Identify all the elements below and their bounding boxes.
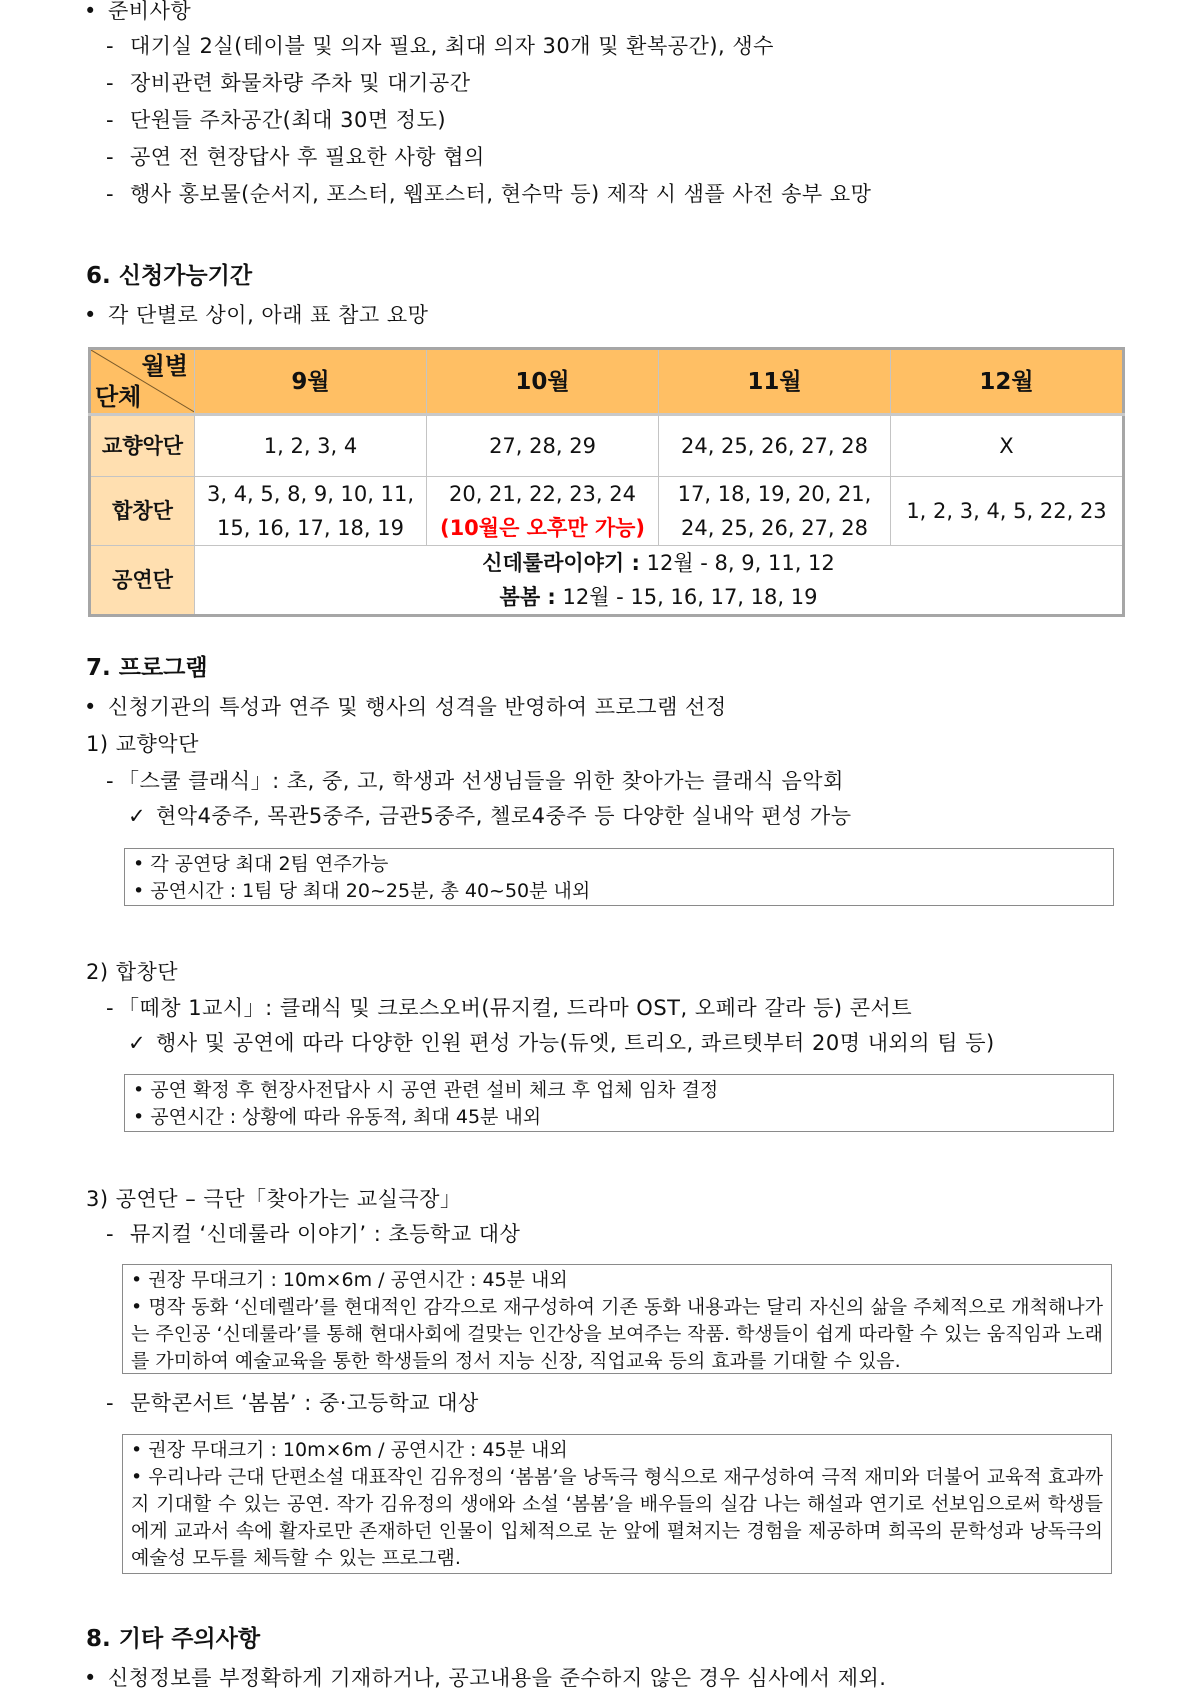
date-cell <box>427 477 659 546</box>
note-item: • 공연 확정 후 현장사전답사 시 공연 관련 설비 체크 후 업체 임차 결정 <box>133 1077 1105 1104</box>
orchestra-program: - 「스쿨 클래식」: 초, 중, 고, 학생과 선생님들을 위한 찾아가는 클래식 음악회 <box>106 769 844 793</box>
section-7-bullet: • 신청기관의 특성과 연주 및 행사의 성격을 반영하여 프로그램 선정 <box>84 692 727 722</box>
orchestra-check <box>128 801 852 831</box>
prep-item: - 장비관련 화물차량 주차 및 대기공간 <box>106 71 471 95</box>
prep-item-text: 공연 전 현장답사 후 필요한 사항 협의 <box>130 145 485 169</box>
schedule-header-row <box>90 349 1124 415</box>
table-row-troupe <box>90 546 1124 616</box>
choir-notes-box <box>124 1074 1114 1132</box>
prep-item-text: 행사 홍보물(순서지, 포스터, 웹포스터, 현수막 등) 제작 시 샘플 사전 송부 요망 <box>130 182 872 206</box>
check-icon: ✓ <box>128 804 147 828</box>
section-6-heading: 6. 신청가능기간 <box>86 263 253 289</box>
month-header: 9월 <box>195 349 427 415</box>
prep-item-text: 대기실 2실(테이블 및 의자 필요, 최대 의자 30개 및 환복공간), 생수 <box>130 34 774 58</box>
afternoon-only-note: (10월은 오후만 가능) <box>439 516 646 540</box>
orchestra-title: 1) 교향악단 <box>86 732 199 756</box>
date-line: 15, 16, 17, 18, 19 <box>216 516 404 540</box>
date-cell <box>659 477 891 546</box>
show-title: 신데룰라이야기 : <box>482 551 640 575</box>
check-icon: ✓ <box>128 1031 147 1055</box>
stage-spec: • 권장 무대크기 : 10m×6m / 공연시간 : 45분 내외 <box>131 1437 1103 1464</box>
section-8-bullet: • 신청정보를 부정확하게 기재하거나, 공고내용을 준수하지 않은 경우 심사에서 제외. <box>84 1663 886 1693</box>
note-item: • 공연시간 : 상황에 따라 유동적, 최대 45분 내외 <box>133 1104 1105 1131</box>
date-cell: X <box>891 415 1124 477</box>
month-header: 11월 <box>659 349 891 415</box>
date-cell: 1, 2, 3, 4 <box>195 415 427 477</box>
prep-item: - 단원들 주차공간(최대 30면 정도) <box>106 108 447 132</box>
concert-description: • 우리나라 근대 단편소설 대표작인 김유정의 ‘봄봄’을 낭독극 형식으로 재구성하여 극적 재미와 더불어 교육적 효과까지 기대할 수 있는 공연. 작가 김유정의 생애와 소설 ‘봄봄’을 배우들의 실감 나는 해설과 연기로 선보임으로써 학생들에게 교과서 속에 활자로만 존재하던 인물이 입체적으로 눈 앞에 펼쳐지는 경험을 제공하며 희곡의 문학성과 낭독극의 예술성 모두를 체득할 수 있는 프로그램. <box>131 1464 1103 1572</box>
note-item: • 공연시간 : 1팀 당 최대 20~25분, 총 40~50분 내외 <box>133 878 1105 905</box>
date-cell: 27, 28, 29 <box>427 415 659 477</box>
section-7-heading: 7. 프로그램 <box>86 655 208 681</box>
prep-item: - 행사 홍보물(순서지, 포스터, 웹포스터, 현수막 등) 제작 시 샘플 사전 송부 요망 <box>106 182 872 206</box>
date-cell: 1, 2, 3, 4, 5, 22, 23 <box>891 477 1124 546</box>
corner-group-label: 단체 <box>95 383 142 411</box>
date-line: 17, 18, 19, 20, 21, <box>677 482 872 506</box>
show-cinderula-dates <box>195 546 1122 580</box>
musical-description: • 명작 동화 ‘신데렐라’를 현대적인 감각으로 재구성하여 기존 동화 내용과는 달리 자신의 삶을 주체적으로 개척해나가는 주인공 ‘신데룰라’를 통해 현대사회에 걸맞는 인간상을 보여주는 작품. 학생들이 쉽게 따라할 수 있는 움직임과 노래를 가미하여 예술교육을 통한 학생들의 정서 지능 신장, 직업교육 등의 효과를 기대할 수 있음. <box>131 1294 1103 1375</box>
corner-month-label: 월별 <box>141 352 188 380</box>
note-item: • 각 공연당 최대 2팀 연주가능 <box>133 851 1105 878</box>
musical-label: - 뮤지컬 ‘신데룰라 이야기’ : 초등학교 대상 <box>106 1222 521 1246</box>
show-bombom-dates <box>195 580 1122 614</box>
row-header: 공연단 <box>90 546 195 616</box>
prep-item: - 공연 전 현장답사 후 필요한 사항 협의 <box>106 145 485 169</box>
date-line: 24, 25, 26, 27, 28 <box>680 516 868 540</box>
check-text: 행사 및 공연에 따라 다양한 인원 편성 가능(듀엣, 트리오, 콰르텟부터 20명 내외의 팀 등) <box>156 1031 995 1055</box>
prep-item: - 대기실 2실(테이블 및 의자 필요, 최대 의자 30개 및 환복공간), 생수 <box>106 34 774 58</box>
date-cell: 24, 25, 26, 27, 28 <box>659 415 891 477</box>
program-text: 「떼창 1교시」: 클래식 및 크로스오버(뮤지컬, 드라마 OST, 오페라 갈라 등) 콘서트 <box>118 996 913 1020</box>
section-6-bullet: • 각 단별로 상이, 아래 표 참고 요망 <box>84 300 428 330</box>
month-header: 10월 <box>427 349 659 415</box>
musical-label-text: 뮤지컬 ‘신데룰라 이야기’ : 초등학교 대상 <box>130 1222 521 1246</box>
row-header: 합창단 <box>90 477 195 546</box>
month-header: 12월 <box>891 349 1124 415</box>
table-row-choir <box>90 477 1124 546</box>
program-text: 「스쿨 클래식」: 초, 중, 고, 학생과 선생님들을 위한 찾아가는 클래식 음악회 <box>118 769 844 793</box>
orchestra-notes-box <box>124 848 1114 906</box>
prep-item-text: 단원들 주차공간(최대 30면 정도) <box>130 108 447 132</box>
concert-label: - 문학콘서트 ‘봄봄’ : 중·고등학교 대상 <box>106 1391 479 1415</box>
date-line: 3, 4, 5, 8, 9, 10, 11, <box>206 482 415 506</box>
date-cell <box>195 477 427 546</box>
row-header: 교향악단 <box>90 415 195 477</box>
show-dates: 12월 - 8, 9, 11, 12 <box>639 551 835 575</box>
choir-title: 2) 합창단 <box>86 960 179 984</box>
concert-details-box <box>122 1434 1112 1574</box>
stage-spec: • 권장 무대크기 : 10m×6m / 공연시간 : 45분 내외 <box>131 1267 1103 1294</box>
corner-cell <box>90 349 195 415</box>
prep-item-text: 장비관련 화물차량 주차 및 대기공간 <box>130 71 471 95</box>
musical-details-box <box>122 1264 1112 1374</box>
table-row-orchestra <box>90 415 1124 477</box>
show-title: 봄봄 : <box>499 585 556 609</box>
check-text: 현악4중주, 목관5중주, 금관5중주, 첼로4중주 등 다양한 실내악 편성 가능 <box>156 804 852 828</box>
troupe-title: 3) 공연단 – 극단「찾아가는 교실극장」 <box>86 1187 462 1211</box>
show-dates: 12월 - 15, 16, 17, 18, 19 <box>555 585 818 609</box>
prep-title: • 준비사항 <box>84 0 191 26</box>
troupe-dates-cell <box>195 546 1124 616</box>
schedule-table <box>88 347 1125 617</box>
choir-check <box>128 1028 995 1058</box>
concert-label-text: 문학콘서트 ‘봄봄’ : 중·고등학교 대상 <box>130 1391 479 1415</box>
choir-program: - 「떼창 1교시」: 클래식 및 크로스오버(뮤지컬, 드라마 OST, 오페라 갈라 등) 콘서트 <box>106 996 913 1020</box>
section-8-heading: 8. 기타 주의사항 <box>86 1626 261 1652</box>
date-line: 20, 21, 22, 23, 24 <box>448 482 636 506</box>
